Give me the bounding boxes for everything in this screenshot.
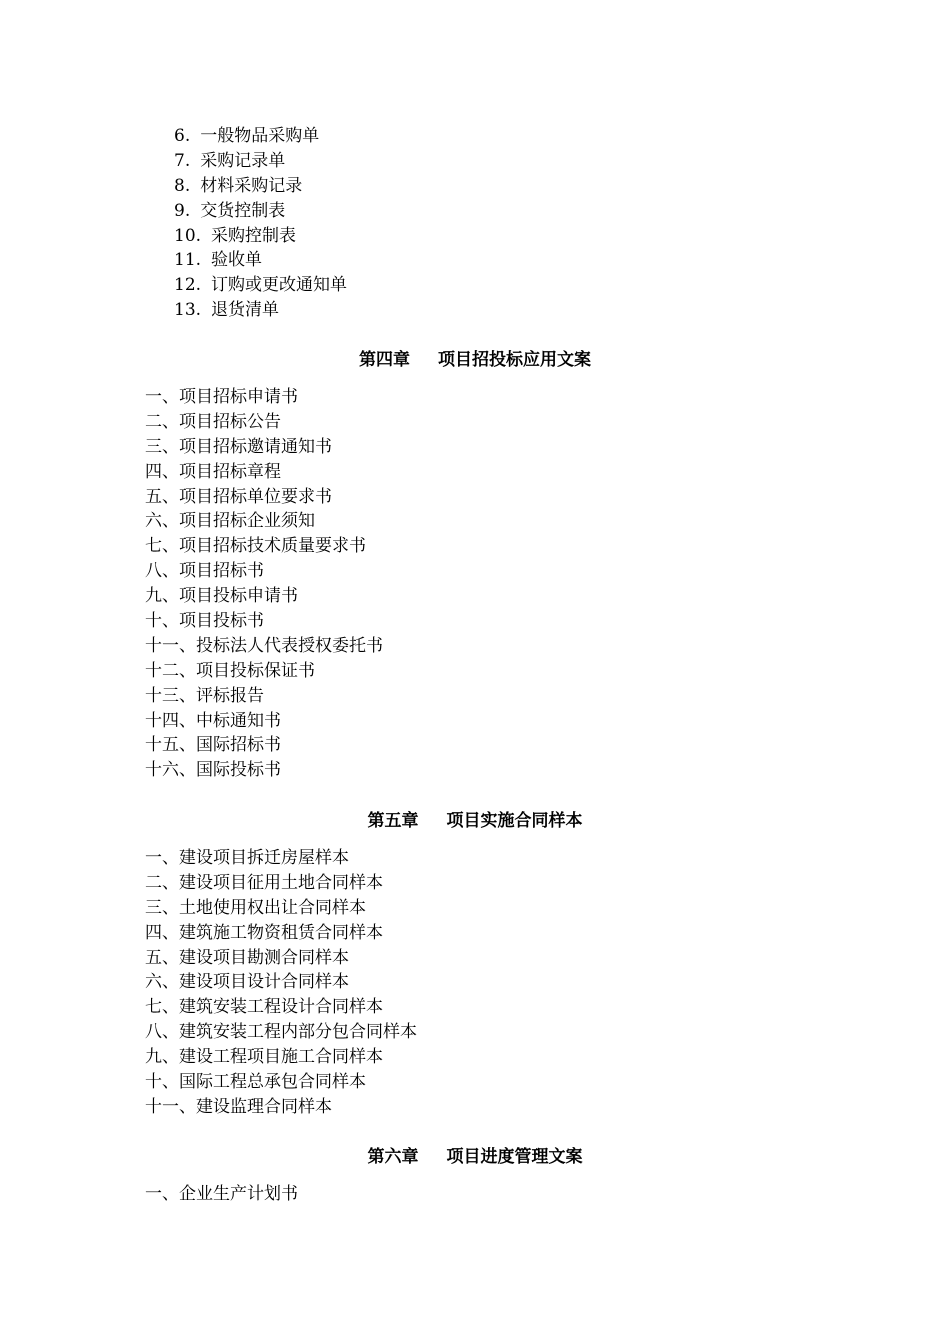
chapter-name: 项目实施合同样本 (446, 811, 583, 831)
list-item: 九、建设工程项目施工合同样本 (145, 1047, 383, 1068)
item-number: 10. (174, 225, 202, 246)
list-item: 十一、建设监理合同样本 (145, 1096, 332, 1117)
list-item: 七、项目招标技术质量要求书 (145, 536, 366, 557)
list-item: 八、项目招标书 (145, 561, 264, 582)
item-number: 8. (174, 175, 191, 196)
list-item (174, 273, 347, 298)
list-item: 十、国际工程总承包合同样本 (145, 1072, 366, 1093)
list-item: 十二、项目投标保证书 (145, 660, 315, 681)
list-item: 三、项目招标邀请通知书 (145, 436, 332, 457)
chapter-5-items (145, 846, 417, 1120)
list-item: 三、土地使用权出让合同样本 (145, 897, 366, 918)
item-text: 验收单 (211, 250, 263, 271)
list-item: 五、建设项目勘测合同样本 (145, 947, 349, 968)
list-item: 九、项目投标申请书 (145, 586, 298, 607)
list-item: 八、建筑安装工程内部分包合同样本 (145, 1022, 417, 1043)
list-item: 四、建筑施工物资租赁合同样本 (145, 922, 383, 943)
chapter-4-title (0, 348, 950, 372)
item-number: 9. (174, 200, 191, 221)
chapter-6-items (145, 1182, 298, 1207)
list-item: 六、建设项目设计合同样本 (145, 972, 349, 993)
list-item (174, 224, 347, 249)
list-item: 十五、国际招标书 (145, 735, 281, 756)
item-text: 退货清单 (211, 300, 280, 321)
list-item: 十四、中标通知书 (145, 710, 281, 731)
list-item: 二、建设项目征用土地合同样本 (145, 872, 383, 893)
list-item: 四、项目招标章程 (145, 461, 281, 482)
item-text: 采购记录单 (200, 150, 286, 171)
list-item: 七、建筑安装工程设计合同样本 (145, 997, 383, 1018)
list-item: 十三、评标报告 (145, 685, 264, 706)
chapter-number: 第四章 (359, 350, 410, 370)
list-item: 五、项目招标单位要求书 (145, 486, 332, 507)
item-number: 7. (174, 150, 191, 171)
list-item: 六、项目招标企业须知 (145, 511, 315, 532)
chapter-number: 第五章 (367, 811, 419, 831)
list-item: 一、建设项目拆迁房屋样本 (145, 848, 349, 868)
chapter-6-title (0, 1145, 950, 1169)
item-text: 订购或更改通知单 (211, 275, 348, 296)
list-item (174, 199, 347, 224)
chapter-name: 项目招投标应用文案 (438, 350, 591, 370)
chapter-name: 项目进度管理文案 (446, 1147, 583, 1167)
item-number: 6. (174, 126, 191, 146)
list-item: 一、项目招标申请书 (145, 387, 298, 407)
list-item (174, 174, 347, 199)
item-text: 一般物品采购单 (200, 126, 320, 146)
item-text: 材料采购记录 (200, 175, 303, 196)
list-item: 十六、国际投标书 (145, 760, 281, 781)
item-number: 13. (174, 300, 202, 321)
list-item (174, 298, 347, 323)
list-item: 十、项目投标书 (145, 611, 264, 632)
item-number: 11. (174, 250, 202, 271)
item-number: 12. (174, 275, 202, 296)
chapter-4-items (145, 385, 383, 783)
purchase-forms-list (174, 124, 347, 323)
list-item (174, 124, 347, 149)
chapter-number: 第六章 (367, 1147, 419, 1167)
chapter-5-title (0, 809, 950, 833)
list-item (174, 248, 347, 273)
list-item: 十一、投标法人代表授权委托书 (145, 635, 383, 656)
item-text: 采购控制表 (211, 225, 297, 246)
item-text: 交货控制表 (200, 200, 286, 221)
list-item: 二、项目招标公告 (145, 411, 281, 432)
list-item: 一、企业生产计划书 (145, 1184, 298, 1204)
list-item (174, 149, 347, 174)
